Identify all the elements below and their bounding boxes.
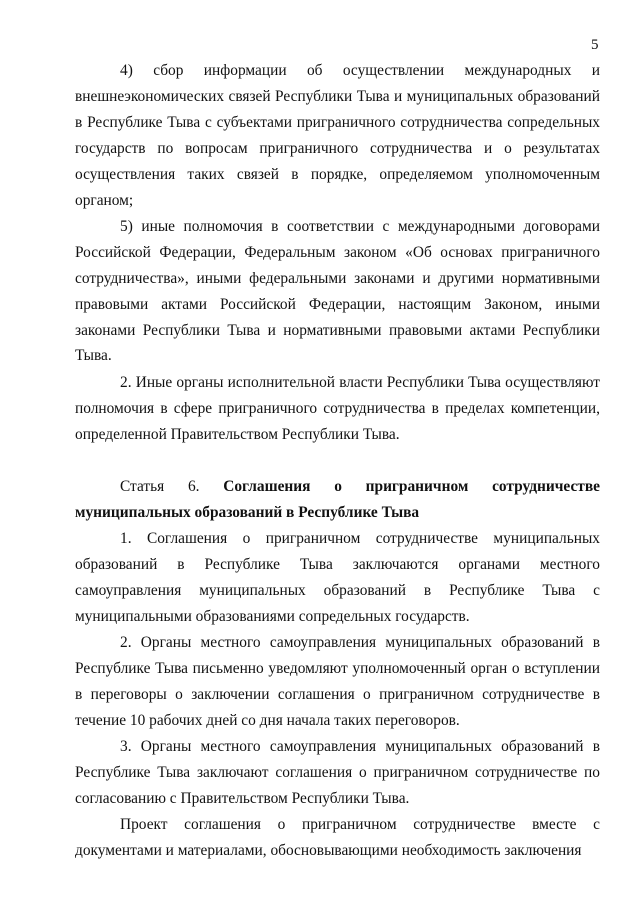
paragraph-powers-item-4: 4) сбор информации об осуществлении международных и внешнеэкономических связей Республики Тыва и муниципальных образований в Республике Тыва с субъектами приграничного сотрудничества сопредельных государств по вопросам приграничного сотрудничества и о результатах осуществления таких связей в порядке, определяемом уполномоченным органом; [75, 62, 600, 209]
paragraph-clause-2: 2. Иные органы исполнительной власти Республики Тыва осуществляют полномочия в сфере приграничного сотрудничества в пределах компетенции, определенной Правительством Республики Тыва. [75, 373, 600, 443]
article-paragraph-1: 1. Соглашения о приграничном сотрудничестве муниципальных образований в Республике Тыва заключаются органами местного самоуправления муниципальных образований в Республике Тыва с муниципальными образованиями сопредельных государств. [75, 529, 600, 625]
article-title: Соглашения о приграничном сотрудничестве муниципальных образований в Республике Тыва [75, 477, 600, 521]
document-body [75, 58, 600, 864]
article-heading [75, 474, 600, 526]
page-number: 5 [591, 37, 599, 53]
article-paragraph-3: 3. Органы местного самоуправления муниципальных образований в Республике Тыва заключают соглашения о приграничном сотрудничестве по согласованию с Правительством Республики Тыва. [75, 738, 600, 807]
article-label: Статья 6. [120, 477, 200, 495]
article-paragraph-4: Проект соглашения о приграничном сотрудничестве вместе с документами и материалами, обосновывающими необходимость заключения [75, 816, 600, 860]
article-paragraph-2: 2. Органы местного самоуправления муниципальных образований в Республике Тыва письменно уведомляют уполномоченный орган о вступлении в переговоры о заключении соглашения о приграничном сотрудничестве в течение 10 рабочих дней со дня начала таких переговоров. [75, 634, 600, 729]
paragraph-powers-item-5: 5) иные полномочия в соответствии с международными договорами Российской Федерации, Федеральным законом «Об основах приграничного сотрудничества», иными федеральными законами и другими нормативными правовыми актами Российской Федерации, настоящим Законом, иными законами Республики Тыва и нормативными правовыми актами Республики Тыва. [75, 217, 600, 365]
